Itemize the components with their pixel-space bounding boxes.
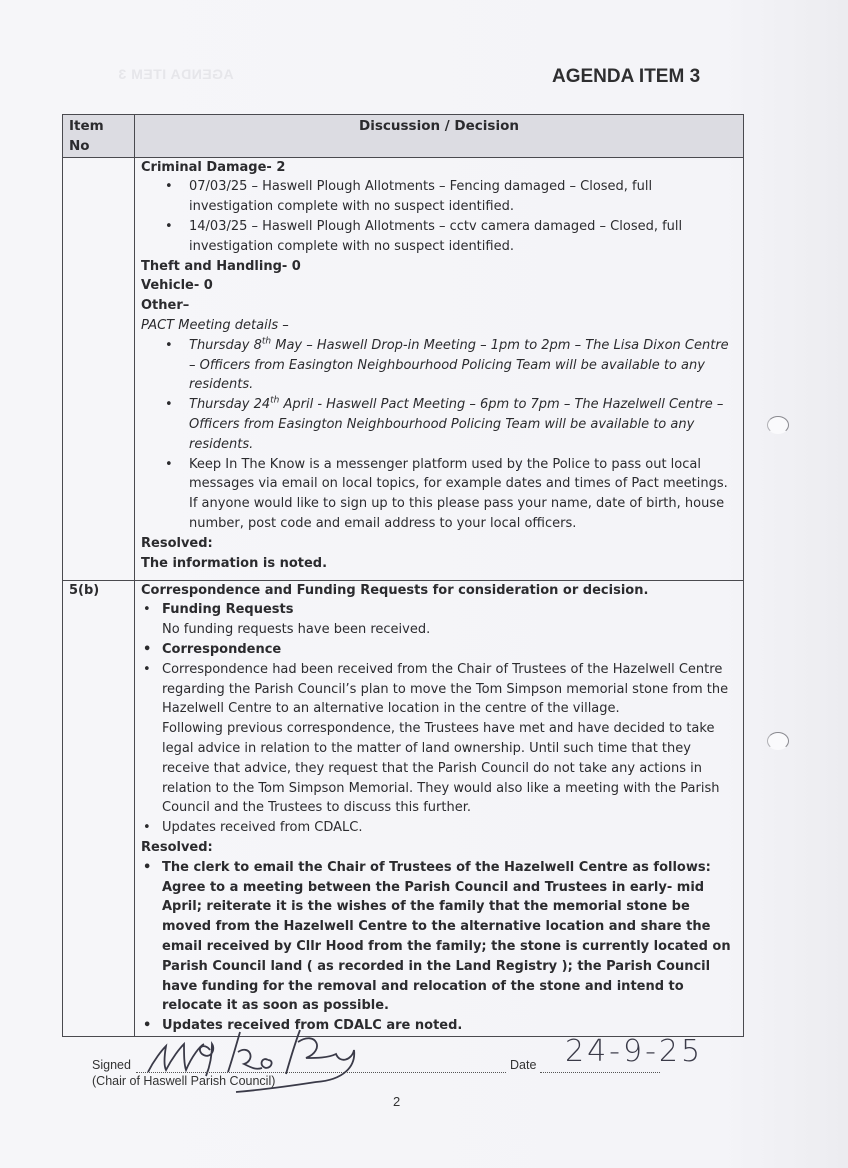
theft-heading: Theft and Handling- 0 <box>141 258 301 274</box>
list-item: • Thursday 24th April - Haswell Pact Meeting – 6pm to 7pm – The Hazelwell Centre – Officers from Easington Neighbourhood Policing Team will be available to any residents. <box>141 395 737 454</box>
correspondence-list <box>141 600 737 838</box>
criminal-damage-heading: Criminal Damage- 2 <box>141 159 286 175</box>
list-item: • Correspondence <box>141 640 737 660</box>
pact-meeting-list <box>141 336 737 455</box>
signed-label: Signed <box>92 1058 131 1072</box>
date-line <box>540 1060 660 1073</box>
list-item: • Updates received from CDALC are noted. <box>141 1016 737 1036</box>
chair-label: (Chair of Haswell Parish Council) <box>92 1074 276 1088</box>
list-item <box>141 600 737 640</box>
column-header-item-no: Item No <box>63 115 135 158</box>
agenda-item-title: AGENDA ITEM 3 <box>552 66 701 87</box>
list-item: • Thursday 8th May – Haswell Drop-in Meeting – 1pm to 2pm – The Lisa Dixon Centre – Officers from Easington Neighbourhood Policing Team will be available to any residents. <box>141 336 737 395</box>
correspondence-text: • Correspondence had been received from the Chair of Trustees of the Hazelwell Centre regarding the Parish Council’s plan to move the Tom Simpson memorial stone from the Hazelwell Centre to an alternative location in the centre of the village. <box>162 661 729 717</box>
date-label: Date <box>510 1058 537 1072</box>
correspondence-funding-heading: Correspondence and Funding Requests for consideration or decision. <box>141 582 649 598</box>
criminal-damage-list <box>141 177 737 256</box>
minutes-table <box>62 114 744 1037</box>
resolved-text: The information is noted. <box>141 555 328 571</box>
item-number: 5(b) <box>63 580 135 1036</box>
column-header-discussion: Discussion / Decision <box>135 115 744 158</box>
discussion-cell <box>135 157 744 580</box>
funding-requests-text: No funding requests have been received. <box>162 622 431 638</box>
table-row <box>63 157 744 580</box>
resolved-label: Resolved: <box>141 839 213 855</box>
resolved-label: Resolved: <box>141 535 213 551</box>
page-number: 2 <box>393 1094 401 1109</box>
punch-hole-icon <box>767 732 789 750</box>
list-item: • 14/03/25 – Haswell Plough Allotments – cctv camera damaged – Closed, full investigation complete with no suspect identified. <box>141 217 737 257</box>
list-item: • 07/03/25 – Haswell Plough Allotments – Fencing damaged – Closed, full investigation complete with no suspect identified. <box>141 177 737 217</box>
bleed-through-header: AGENDA ITEM 3 <box>118 66 234 82</box>
correspondence-followup-text: Following previous correspondence, the Trustees have met and have decided to take legal advice in relation to the matter of land ownership. Until such time that they receive that advice, they request that the Parish Council do not take any actions in relation to the Tom Simpson Memorial. They would also like a meeting with the Parish Council and the Trustees to discuss this further. <box>162 721 720 816</box>
list-item: • The clerk to email the Chair of Trustees of the Hazelwell Centre as follows: Agree to a meeting between the Parish Council and Trustees in early- mid April; reiterate it is the wishes of the family that the memorial stone be moved from the Hazelwell Centre to the alternative location and share the email received by Cllr Hood from the family; the stone is currently located on Parish Council land ( as recorded in the Land Registry ); the Parish Council have funding for the removal and relocation of the stone and intend to relocate it as soon as possible. <box>141 858 737 1016</box>
other-heading: Other– <box>141 298 190 314</box>
funding-requests-heading: • Funding Requests <box>162 602 294 618</box>
punch-hole-icon <box>767 416 789 434</box>
list-item: • Updates received from CDALC. <box>141 818 737 838</box>
table-row <box>63 580 744 1036</box>
list-item: • Keep In The Know is a messenger platform used by the Police to pass out local messages via email on local topics, for example dates and times of Pact meetings. If anyone would like to sign up to this please pass your name, date of birth, house number, post code and email address to your local officers. <box>141 455 737 534</box>
signature-line <box>136 1060 506 1073</box>
discussion-cell <box>135 580 744 1036</box>
keep-in-know-list <box>141 455 737 534</box>
table-header-row <box>63 115 744 158</box>
pact-heading: PACT Meeting details – <box>141 317 289 333</box>
resolved-list <box>141 858 737 1036</box>
vehicle-heading: Vehicle- 0 <box>141 278 213 294</box>
handwritten-date: 24-9-25 <box>565 1034 704 1069</box>
item-number <box>63 157 135 580</box>
list-item <box>141 660 737 818</box>
